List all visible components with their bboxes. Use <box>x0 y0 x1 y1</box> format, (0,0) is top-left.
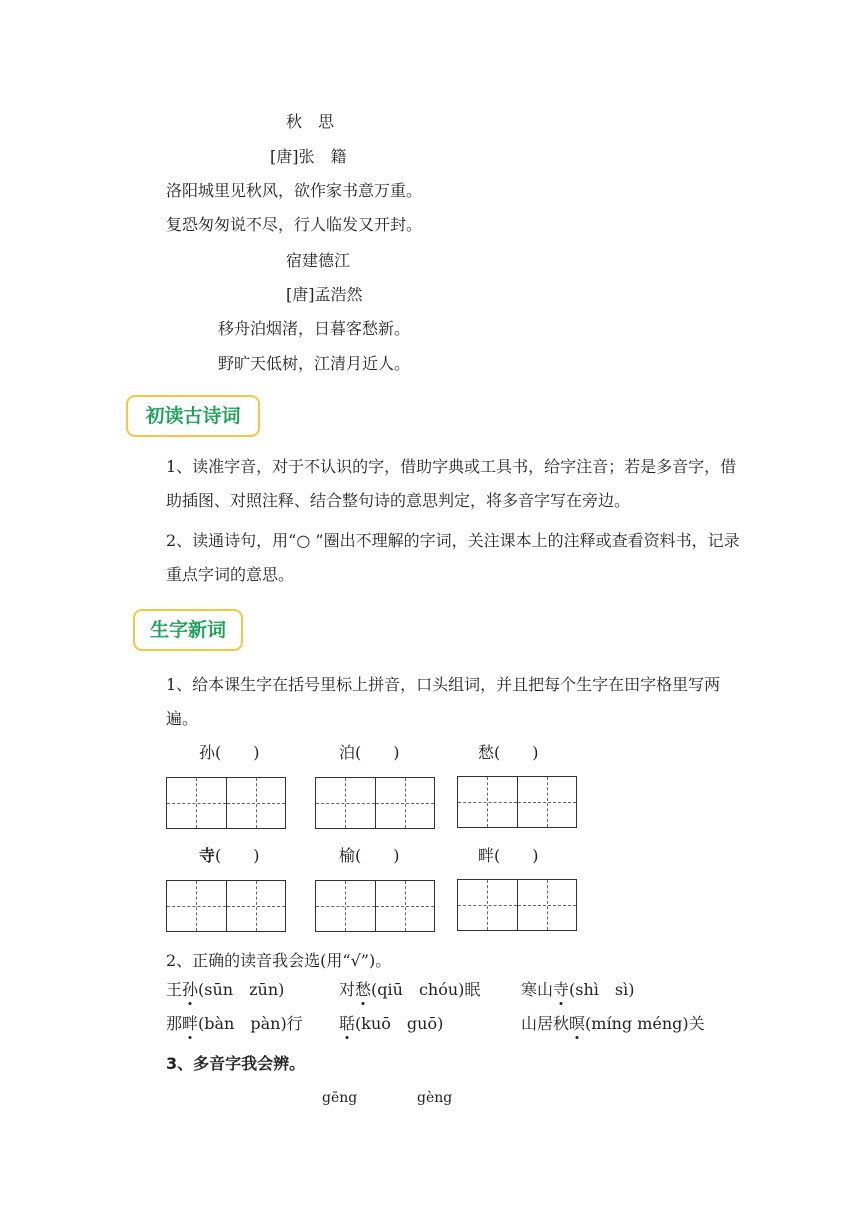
task3-text: 3、多音字我会辨。 <box>166 1054 306 1073</box>
choice-target-char: 畔 <box>182 1014 199 1033</box>
choice-item <box>521 980 634 1000</box>
choice-options[interactable]: (sūn zūn) <box>198 980 285 999</box>
choice-text: 王 <box>166 980 183 999</box>
char-paren: ( ) <box>215 846 260 865</box>
pinyin-label: gèng <box>417 1090 453 1106</box>
section-heading: 生字新词 <box>133 609 243 651</box>
choice-target-char: 孙 <box>182 980 199 999</box>
poem-title: 宿建德江 <box>286 251 351 270</box>
task-text <box>166 1054 305 1074</box>
poem-title: 秋 思 <box>286 112 335 131</box>
poem-author: [唐]张 籍 <box>270 147 347 166</box>
instruction-paragraph <box>166 524 746 592</box>
task-text: 1、给本课生字在括号里标上拼音，口头组词，并且把每个生字在田字格里写两遍。 <box>166 675 721 728</box>
choice-options[interactable]: (shì sì) <box>569 980 635 999</box>
choice-options[interactable]: (qiū chóu)眠 <box>371 980 481 999</box>
task-text: 2、正确的读音我会选(用“√”)。 <box>166 951 392 970</box>
poem-line: 洛阳城里见秋风，欲作家书意万重。 <box>166 181 423 200</box>
char-label: 畔( ) <box>478 846 539 865</box>
section-heading: 初读古诗词 <box>126 395 260 437</box>
choice-target-char: 寺 <box>553 980 570 999</box>
task-paragraph <box>166 668 746 736</box>
choice-item <box>339 1014 443 1034</box>
choice-target-char: 聒 <box>339 1014 356 1033</box>
tianzige-grid[interactable] <box>457 879 577 931</box>
char-label <box>199 846 260 866</box>
choice-options[interactable]: (míng méng)关 <box>585 1014 705 1033</box>
choice-item <box>339 980 480 1000</box>
char-label: 榆( ) <box>339 846 400 865</box>
choice-text: 那 <box>166 1014 183 1033</box>
choice-item <box>166 980 284 1000</box>
poem-line: 移舟泊烟渚，日暮客愁新。 <box>218 319 411 338</box>
choice-text: 对 <box>339 980 356 999</box>
instruction-paragraph <box>166 450 746 518</box>
tianzige-grid[interactable] <box>315 777 435 829</box>
pinyin-label: gēng <box>322 1090 358 1106</box>
poem-author: [唐]孟浩然 <box>286 285 363 304</box>
char-bold: 寺 <box>199 846 216 865</box>
poem-line: 野旷天低树，江清月近人。 <box>218 354 411 373</box>
poem-line: 复恐匆匆说不尽，行人临发又开封。 <box>166 215 423 234</box>
tianzige-grid[interactable] <box>315 880 435 932</box>
char-label: 泊( ) <box>339 743 400 762</box>
tianzige-grid[interactable] <box>166 880 286 932</box>
char-label: 愁( ) <box>478 743 539 762</box>
choice-item <box>166 1014 303 1034</box>
choice-options[interactable]: (kuō guō) <box>355 1014 444 1033</box>
instruction-text: 2、读通诗句，用“○ ”圈出不理解的字词，关注课本上的注释或查看资料书，记录重点字词的意思。 <box>166 531 740 584</box>
choice-target-char: 愁 <box>355 980 372 999</box>
choice-item <box>521 1014 705 1034</box>
char-label: 孙( ) <box>199 743 260 762</box>
choice-target-char: 暝 <box>569 1014 586 1033</box>
tianzige-grid[interactable] <box>457 776 577 828</box>
instruction-text: 1、读准字音，对于不认识的字，借助字典或工具书，给字注音；若是多音字，借助插图、对照注释、结合整句诗的意思判定，将多音字写在旁边。 <box>166 457 737 510</box>
choice-options[interactable]: (bàn pàn)行 <box>198 1014 303 1033</box>
choice-text: 寒山 <box>521 980 554 999</box>
choice-text: 山居秋 <box>521 1014 570 1033</box>
tianzige-grid[interactable] <box>166 777 286 829</box>
